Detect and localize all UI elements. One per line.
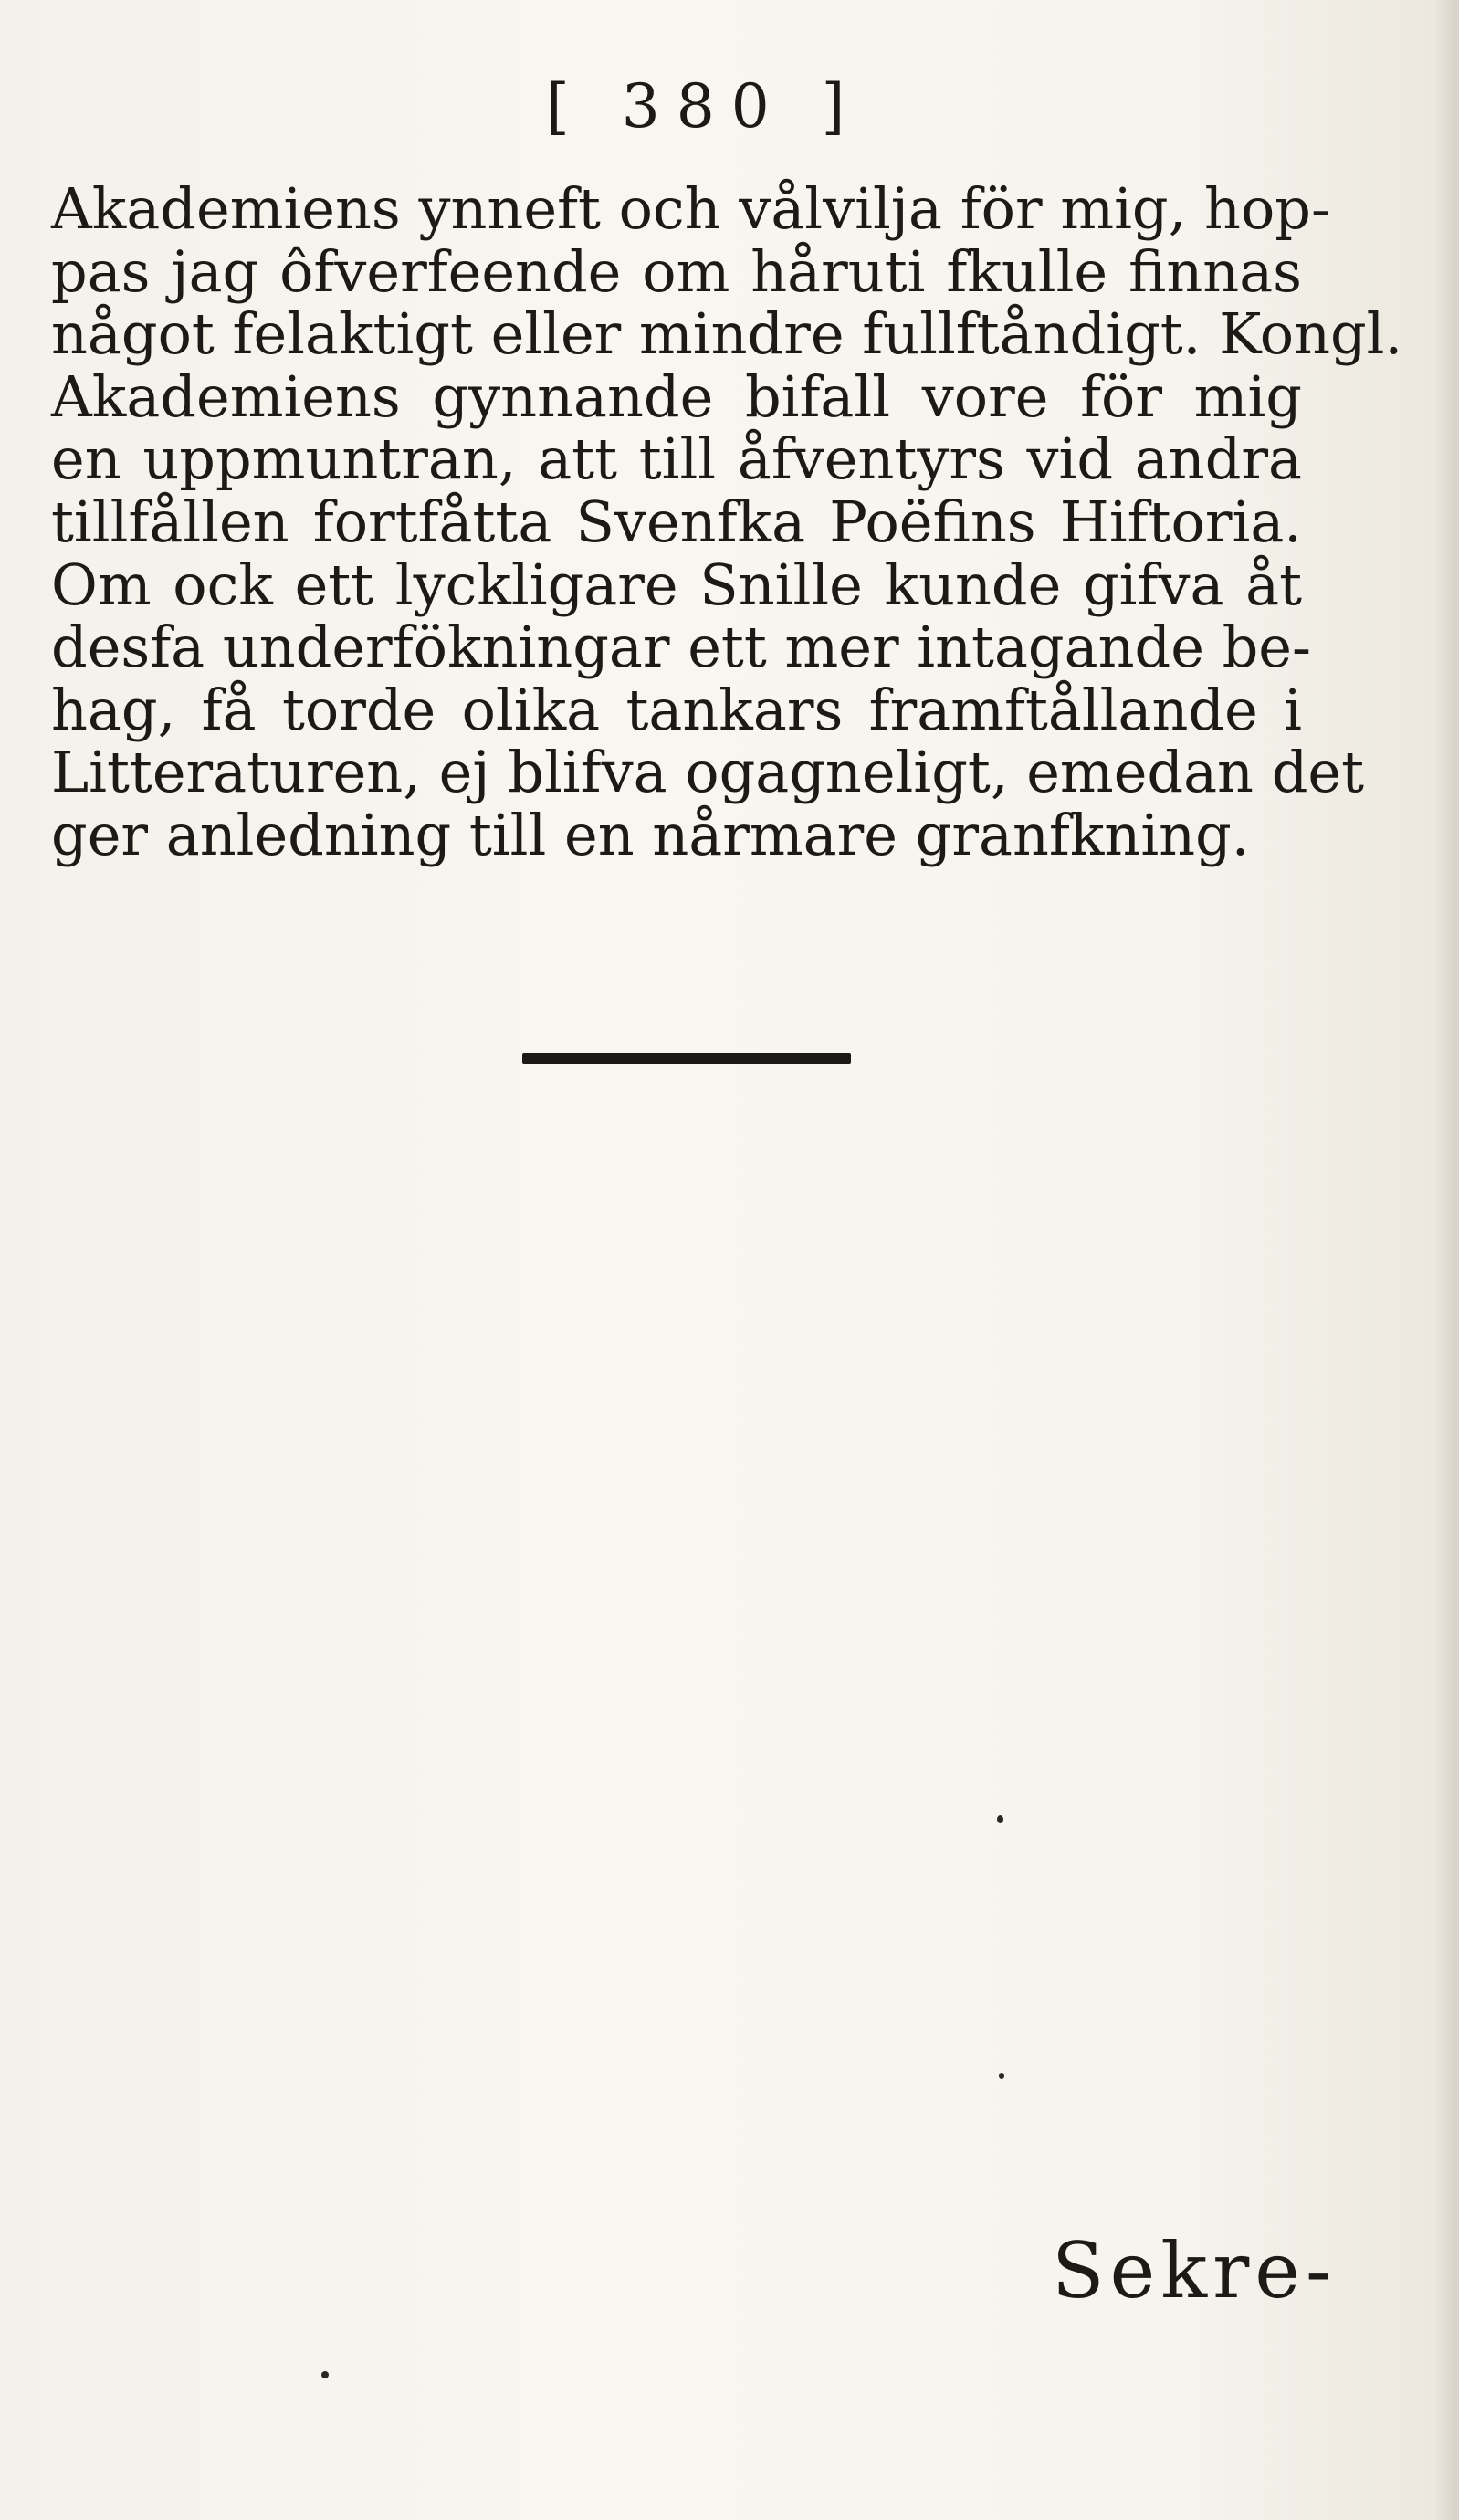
text-line: hag, få torde olika tankars framftållande i	[51, 676, 1302, 743]
text-line: pas jag ôfverfeende om håruti fkulle finnas	[51, 237, 1302, 305]
section-divider-rule	[522, 1053, 851, 1064]
text-line: Om ock ett lyckligare Snille kunde gifva åt	[51, 551, 1302, 618]
print-speck	[999, 2073, 1004, 2079]
page-number: [ 380 ]	[546, 71, 862, 142]
text-line: Litteraturen, ej blifva ogagneligt, emedan det	[51, 739, 1364, 806]
text-line: något felaktigt eller mindre fullftåndigt. Kongl.	[51, 300, 1403, 368]
print-speck	[321, 2371, 329, 2378]
body-text	[51, 175, 1403, 868]
print-speck	[997, 1815, 1003, 1823]
text-line: ger anledning till en nårmare granfkning.	[51, 801, 1250, 868]
text-line: tillfållen fortfåtta Svenfka Poëfins Hiftoria.	[51, 488, 1302, 555]
text-line: en uppmuntran, att till åfventyrs vid andra	[51, 425, 1302, 493]
catchword: Sekre-	[1052, 2226, 1338, 2315]
text-line: Akademiens ynneft och vålvilja för mig, hop-	[51, 175, 1330, 242]
text-line: Akademiens gynnande bifall vore för mig	[51, 362, 1302, 430]
text-line: desfa underfökningar ett mer intagande be-	[51, 614, 1311, 681]
page-edge-shadow	[1433, 0, 1459, 2520]
